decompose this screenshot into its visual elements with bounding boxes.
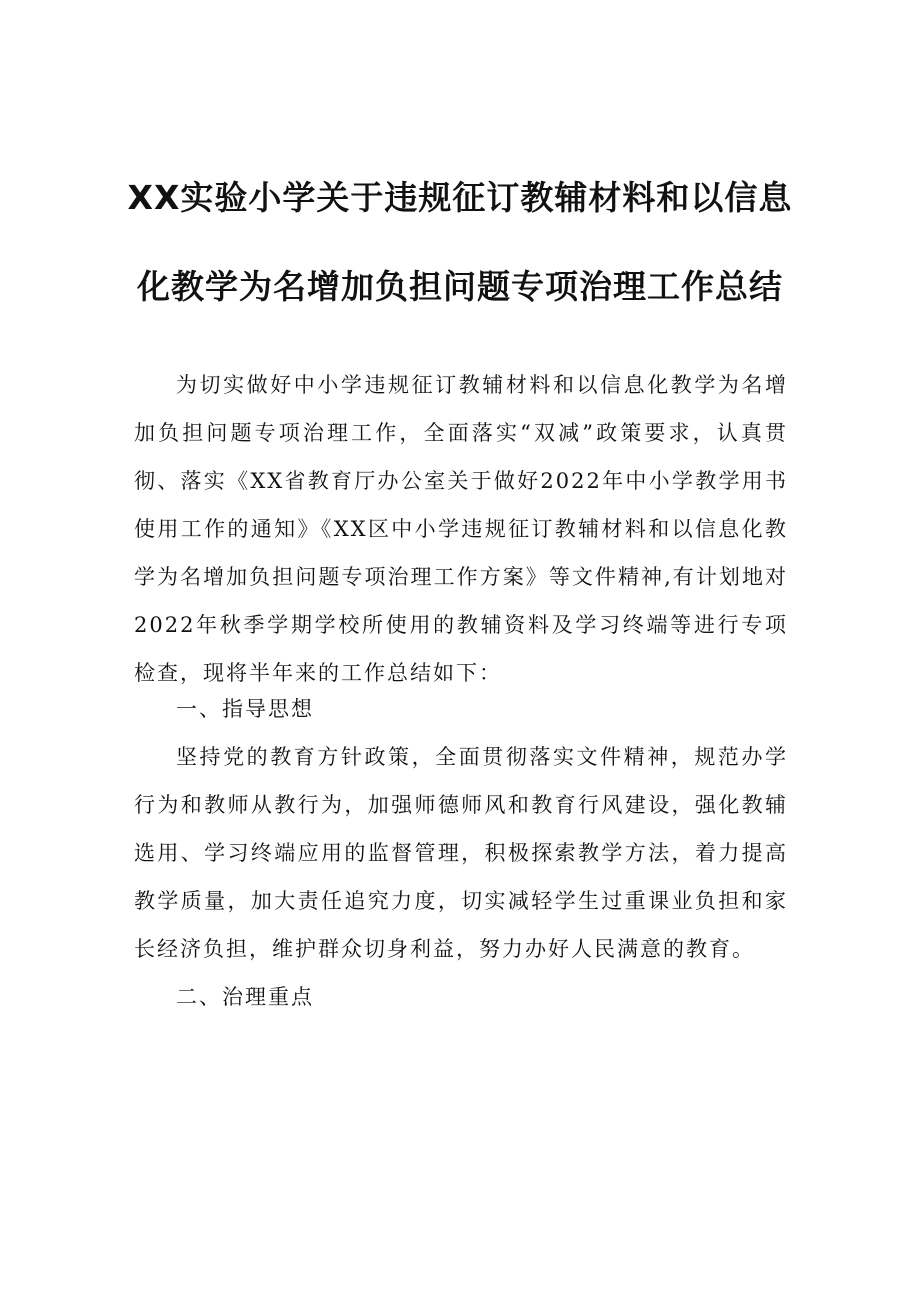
section-1-body-block — [134, 733, 788, 973]
section-1-heading-block — [134, 685, 788, 733]
document-title-line-2: 化教学为名增加负担问题专项治理工作总结 — [137, 267, 783, 306]
intro-paragraph: 为切实做好中小学违规征订教辅材料和以信息化教学为名增加负担问题专项治理工作，全面落实“双减”政策要求，认真贯彻、落实《XX省教育厅办公室关于做好2022年中小学教学用书使用工作的通知》《XX区中小学违规征订教辅材料和以信息化教学为名增加负担问题专项治理工作方案》等文件精神,有计划地对2022年秋季学期学校所使用的教辅资料及学习终端等进行专项检查，现将半年来的工作总结如下： — [134, 373, 788, 685]
intro-paragraph-block — [134, 361, 788, 697]
section-2-heading: 二、治理重点 — [176, 985, 314, 1009]
section-1-heading: 一、指导思想 — [176, 697, 314, 721]
section-1-paragraph: 坚持党的教育方针政策，全面贯彻落实文件精神，规范办学行为和教师从教行为，加强师德师风和教育行风建设，强化教辅选用、学习终端应用的监督管理，积极探索教学方法，着力提高教学质量，加大责任追究力度，切实减轻学生过重课业负担和家长经济负担，维护群众切身利益，努力办好人民满意的教育。 — [134, 745, 788, 961]
document-title-line-1: XX实验小学关于违规征订教辅材料和以信息 — [127, 178, 793, 217]
section-2-heading-block — [134, 973, 788, 1021]
